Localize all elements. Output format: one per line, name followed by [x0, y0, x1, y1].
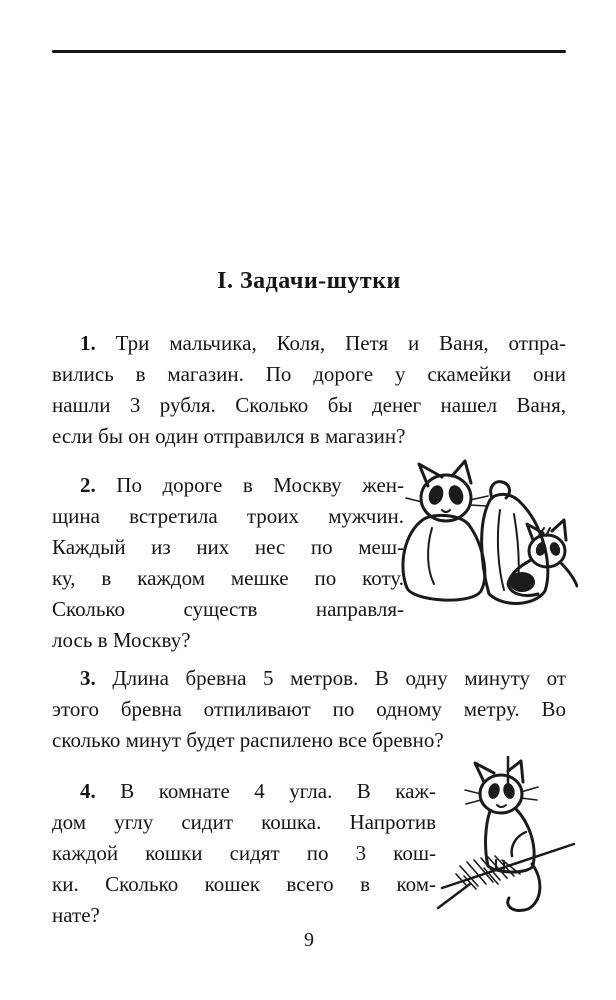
text-line: нате? — [52, 903, 100, 927]
text-line — [52, 663, 566, 694]
text-line: если бы он один отправился в магазин? — [52, 424, 406, 448]
text-line — [52, 470, 404, 501]
text-line: Сколько существ направля- — [52, 597, 404, 621]
problem-number: 2. — [80, 473, 96, 497]
text-line: сколько минут будет распилено все бревно? — [52, 728, 444, 752]
text-line: лось в Москву? — [52, 628, 191, 652]
problem-text: Три мальчика, Коля, Петя и Ваня, отпра- — [115, 331, 566, 355]
text-line: щина встретила троих мужчин. — [52, 504, 404, 528]
section-title: I. Задачи-шутки — [217, 268, 401, 294]
page-number: 9 — [304, 929, 314, 951]
text-line: ки. Сколько кошек всего в ком- — [52, 872, 436, 896]
top-rule-divider — [52, 50, 566, 53]
cat-sitting-in-corner-illustration — [436, 756, 576, 918]
text-line: ку, в каждом мешке по коту. — [52, 566, 404, 590]
problem-text: Длина бревна 5 метров. В одну минуту от — [112, 666, 566, 690]
problem-3 — [52, 663, 566, 756]
problem-text: По дороге в Москву жен- — [116, 473, 404, 497]
problem-number: 4. — [80, 779, 96, 803]
problem-number: 3. — [80, 666, 96, 690]
text-line: этого бревна отпиливают по одному метру. Во — [52, 697, 566, 721]
problem-number: 1. — [80, 331, 96, 355]
text-line: нашли 3 рубля. Сколько бы денег нашел Ваня, — [52, 393, 566, 417]
problem-2 — [52, 470, 404, 656]
problem-4 — [52, 776, 436, 931]
text-line: дом углу сидит кошка. Напротив — [52, 810, 436, 834]
text-line: вились в магазин. По дороге у скамейки они — [52, 362, 566, 386]
text-line: каждой кошки сидят по 3 кош- — [52, 841, 436, 865]
text-line — [52, 776, 436, 807]
problem-1 — [52, 328, 566, 452]
problem-text: В комнате 4 угла. В каж- — [120, 779, 436, 803]
two-cats-with-sacks-illustration — [392, 458, 578, 613]
text-line — [52, 328, 566, 359]
text-line: Каждый из них нес по меш- — [52, 535, 404, 559]
